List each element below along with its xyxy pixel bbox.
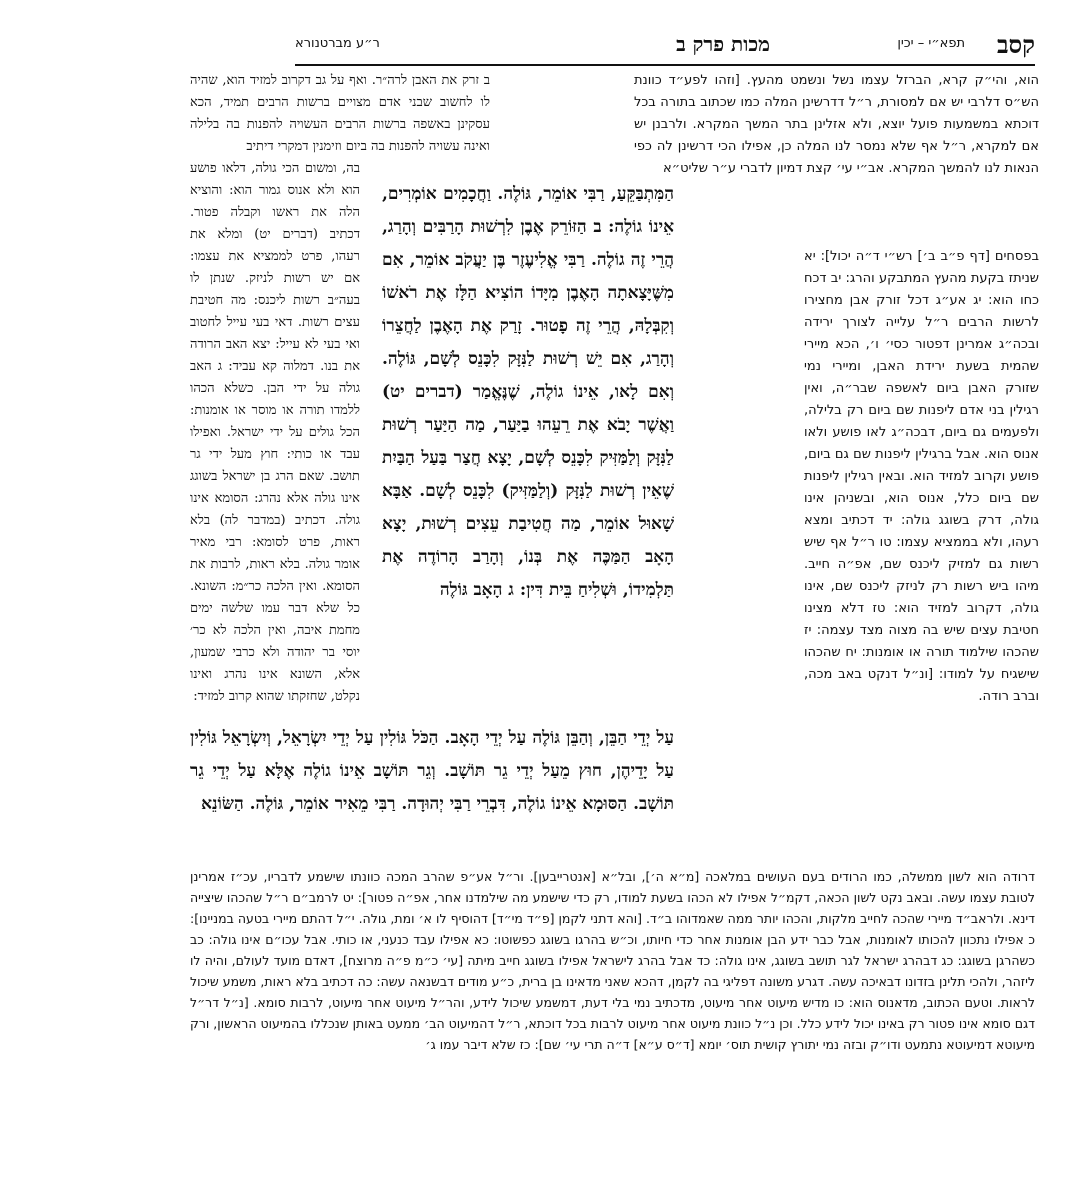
commentary-label-bartenura: ר״ע מברטנורא [295,36,380,51]
bartenura-commentary-top: ב זרק את האבן לרה״ר. ואף על גב דקרוב למזיד הוא, שהיה לו לחשוב שבני אדם מצויים ברשות הרבים תמיד, הכא עסקינן באשפה ברשות הרבים העשויה להפנות בה בלילה ואינה עשויה להפנות בה ביום וזימנין דמקרי דיתיב [190,73,490,154]
commentary-label-tiferet: תפא״י – יכין [897,36,965,51]
tiferet-footnotes: דרודה הוא לשון ממשלה, כמו הרודים בעם העושים במלאכה [מ״א ה׳], ובל״א [אנטרייבען]. ור״ל אע״פ שהרב המכה כוונתו שישמע לדבריו, עכ״ז אמרינן לטובת עצמו עשה. ובאב נקט לשון הכאה, דקמ״ל אפילו לא הכהו בשעת למודו, רק כדי שישמע מה שילמדנו אחר, אפ״ה פטור]: יט לרמב״ם ר״ל שהכהו שיצייה דינא. ולראב״ד מיירי שהכה לחייב מלקות, והכהו יותר ממה שאמדוהו ב״ד. [והא דתני לקמן [פ״ד מי״ד] דהוסיף לו א׳ ומת, גולה. י״ל דהתם מיירי בטעה במניינו]: כ אפילו נתכוון להכותו לאומנות, אבל כבר ידע הבן אומנות אחר כדי חיותו, וכ״ש בהרגו בשוגג כפשוטו: כא אפילו עבד כנעני, או כותי. אבל עכו״ם אינו גולה: כב כשהרגן בשוגג: כג דבהרג ישראל לגר תושב בשוגג, אינו גולה: כד אבל בהרג לישראל אפילו בשוגג חייב מיתה [עי׳ כ״מ פ״ה מרוצח], דאדם מועד לעולם, והיה לו ליזהר, ולהכי תלינן בזדונו דבאיכה עשה. דגרע משונה דפליגי בה לקמן, דהכא שאני מדאינו בן ברית, כ״ע מודים דבשנאה עשה: כה דכתיב בלא ראות, משמע שיכול לראות. וטעם הכתוב, מדאנוס הוא: כו מדיש מיעוט אחר מיעוט, מדכתיב נמי בלי דעת, דמשמע שיכול לידע, והר״ל מיעוט אחר מיעוט, לרבות סומא. [נ״ל דר״ל דגם סומא אינו פטור רק באינו יכול לידע כלל. וכן נ״ל כוונת מיעוט אחר מיעוט לרבות בכל דוכתא, ר״ל דהמיעוט הב׳ ממעט באותן שנכללו בהמיעוט הראשון, ורק מיעוטא דמיעוטא נתמעט ודו״ק ובזה נמי יתורץ קושית תוס׳ יומא [ד״ס ע״א] ד״ה תרי עי׳ שם]: כז שלא דיבר עמו ג׳ [190,869,1035,1052]
page-header [295,30,1035,66]
folio-number: קסב [996,30,1035,59]
mishna-text: הַמִּתְבַּקֵּעַ, רַבִּי אוֹמֵר, גּוֹלֶה. וַחֲכָמִים אוֹמְרִים, אֵינוֹ גוֹלֶה: ב הַזּוֹרֵק אֶבֶן לִרְשׁוּת הָרַבִּים וְהָרַג, הֲרֵי זֶה גוֹלֶה. רַבִּי אֱלִיעֶזֶר בֶּן יַעֲקֹב אוֹמֵר, אִם מִשֶּׁיָּצָאתָה הָאֶבֶן מִיָּדוֹ הוֹצִיא הַלָּז אֶת רֹאשׁוֹ וְקִבְּלָהּ, הֲרֵי זֶה פָטוּר. זָרַק אֶת הָאֶבֶן לַחֲצֵרוֹ וְהָרַג, אִם יֵשׁ רְשׁוּת לַנִּזָּק לִכָּנֵס לְשָׁם, גּוֹלֶה. וְאִם לָאו, אֵינוֹ גוֹלֶה, שֶׁנֶּאֱמַר (דברים יט) וַאֲשֶׁר יָבֹא אֶת רֵעֵהוּ בַיַּעַר, מַה הַיַּעַר רְשׁוּת לַנִּזָּק וְלַמַּזִּיק לִכָּנֵס לְשָׁם, יָצָא חֲצַר בַּעַל הַבַּיִת שֶׁאֵין רְשׁוּת לַנִּזָּק (וְלַמַּזִּיק) לִכָּנֵס לְשָׁם. אַבָּא שָׁאוּל אוֹמֵר, מַה חֲטִיבַת עֵצִים רְשׁוּת, יָצָא הָאָב הַמַּכֶּה אֶת בְּנוֹ, וְהָרַב הָרוֹדֶה אֶת תַּלְמִידוֹ, וּשְׁלִיחַ בֵּית דִּין: ג הָאָב גּוֹלֶה [382,184,674,600]
chapter-title: מכות פרק ב [676,32,770,56]
tiferet-commentary-top: הוא, והי״ק קרא, הברזל עצמו נשל ונשמט מהעץ. [וזהו לפע״ד כוונת הש״ס דלרבי יש אם למסורת, ר״ל דדרשינן המלה כמו שכתוב בתורה בכל דוכתא במשמעות פועל יוצא, ולא אזלינן בתר המשך המקרא. ולרבנן יש אם למקרא, ר״ל אף שלא נמסר לנו המלה כן, אפילו הכי דרשינן לה כפי הנאות לנו להמשך המקרא. אב״י עי׳ קצת דמיון לדברי ע״ר שליט״א [634,73,1039,176]
tiferet-commentary-column: בפסחים [דף פ״ב ב׳] רש״י ד״ה יכול]: יא שניתז בקעת מהעץ המתבקע והרג: יב דכח כחו הוא: יג אע״ג דכל זורק אבן מחצירו לרשות הרבים ר״ל עלייה לצורך ירידה ובכה״ג אמרינן דפטור כסי׳ ו׳, הכא מיירי שהמית בשעת ירידת האבן, ומיירי נמי שזורק האבן ביום לאשפה שבר״ה, ואין רגילין בני אדם ליפנות שם ביום רק בלילה, ולפעמים גם ביום, דבכה״ג לאו פושע ולאו אנוס הוא. אבל ברגילין ליפנות שם גם ביום, פושע וקרוב למזיד הוא. ובאין רגילין ליפנות שם ביום כלל, אנוס הוא, ובשניהן אינו גולה, דרק בשוגג גולה: יד דכתיב ומצא רעהו, ולא בממציא עצמו: טו ר״ל אף שיש רשות גם למזיק ליכנס שם, אפ״ה חייב. מיהו ביש רשות רק לניזק ליכנס שם, אינו גולה, דקרוב למזיד הוא: טז דלא מצינו חטיבת עצים שיש בה מצוה מצד עצמה: יז שהכהו שילמוד תורה או אומנות: יח שהכהו שישגיח על למודו: [ונ״ל דנקט באב מכה, וברב רודה. [804,249,1039,704]
mishna-text-continued: עַל יְדֵי הַבֵּן, וְהַבֵּן גּוֹלֶה עַל יְדֵי הָאָב. הַכֹּל גּוֹלִין עַל יְדֵי יִשְׂרָאֵל, וְיִשְׂרָאֵל גּוֹלִין עַל יָדֵיהֶן, חוּץ מֵעַל יְדֵי גֵר תּוֹשָׁב. וְגֵר תּוֹשָׁב אֵינוֹ גוֹלֶה אֶלָּא עַל יְדֵי גֵר תּוֹשָׁב. הַסּוּמָא אֵינוֹ גוֹלֶה, דִּבְרֵי רַבִּי יְהוּדָה. רַבִּי מֵאִיר אוֹמֵר, גּוֹלֶה. הַשּׂוֹנֵא [190,728,674,814]
bartenura-commentary-column: בה, ומשום הכי גולה, דלאו פושע הוא ולא אנוס גמור הוא: והוציא הלה את ראשו וקבלה פטור. דכתיב (דברים יט) ומלא את רעהו, פרט לממציא את עצמו: אם יש רשות לניזק. שנתן לו בעה״ב רשות ליכנס: מה חטיבת עצים רשות. דאי בעי עייל לחטוב ואי בעי לא עייל: יצא האב הרודה את בנו. דמלוה קא עביד: ג האב גולה על ידי הבן. כשלא הכהו ללמדו תורה או מוסר או אומנות: הכל גולים על ידי ישראל. ואפילו עבד או כותי: חוץ מעל ידי גר תושב. שאם הרג בן ישראל בשוגג אינו גולה אלא נהרג: הסומא אינו גולה. דכתיב (במדבר לה) בלא ראות, פרט לסומא: רבי מאיר אומר גולה. בלא ראות, לרבות את הסומא. ואין הלכה כר״מ: השונא. כל שלא דבר עמו שלשה ימים מחמת איבה, ואין הלכה לא כר׳ יוסי בר יהודה ולא כרבי שמעון, אלא, השונא אינו נהרג ואינו נקלט, שחזקתו שהוא קרוב למזיד: [190,161,360,704]
